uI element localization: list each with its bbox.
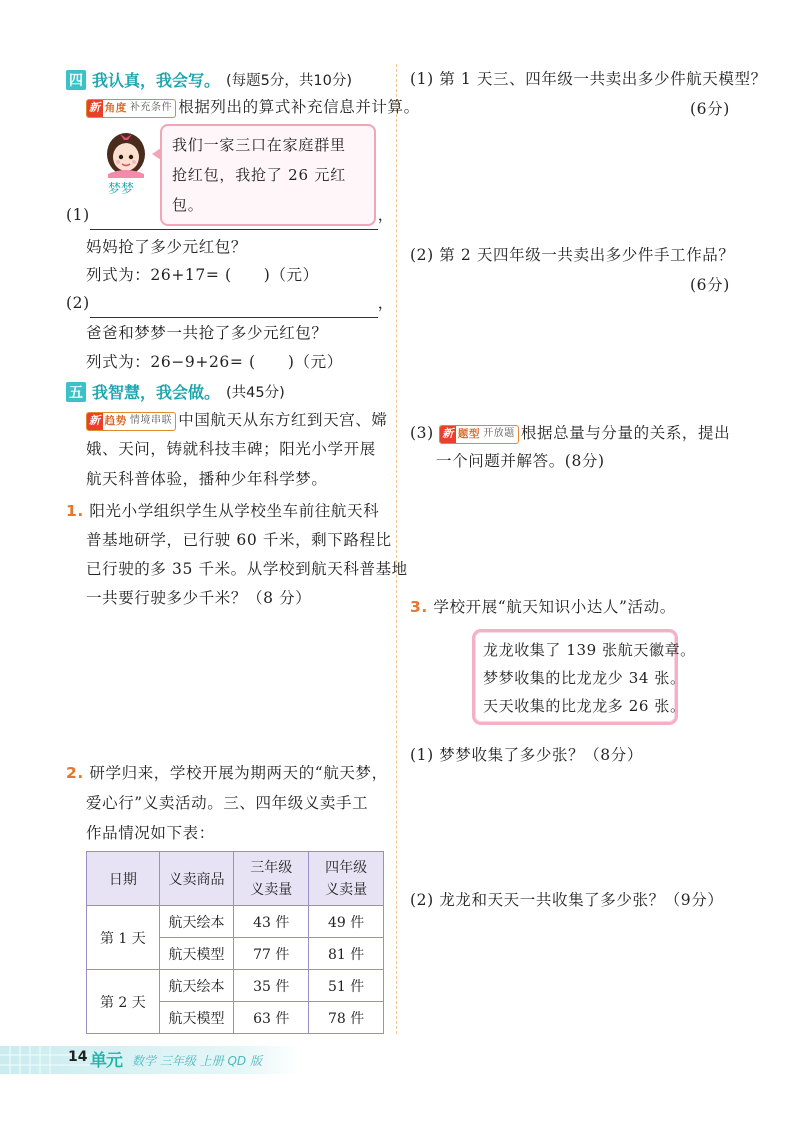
section-4-q2-formula: 列式为：26−9+26= ( )（元） [86, 353, 343, 371]
section-5-header [66, 380, 285, 403]
section-4-note: (每题5分，共10分) [226, 73, 353, 89]
header-item: 义卖商品 [159, 852, 234, 906]
tag-new-angle: 新 角度 补充条件 [86, 99, 176, 118]
card-line-1: 龙龙收集了 139 张航天徽章。 [483, 641, 696, 659]
card-line-3: 天天收集的比龙龙多 26 张。 [483, 697, 686, 715]
collection-info-card [472, 629, 696, 725]
right-q1-text: (1) 第 1 天三、四年级一共卖出多少件航天模型？ [410, 70, 767, 88]
section-4-header [66, 68, 352, 91]
header-date: 日期 [87, 852, 160, 906]
problem-3-q1: (1) 梦梦收集了多少张？（8分） [410, 746, 643, 764]
problem-3-number: 3. [410, 598, 428, 616]
card-line-2: 梦梦收集的比龙龙少 34 张。 [483, 669, 686, 687]
right-q2-score: (6分) [690, 276, 730, 294]
section-4-q1-blank-line: (1) ， [66, 200, 394, 230]
character-avatar [98, 128, 154, 178]
problem-2-line-1: 2. 研学归来，学校开展为期两天的“航天梦， [66, 764, 388, 782]
problem-2-line-3: 作品情况如下表： [86, 824, 215, 842]
character-name: 梦梦 [108, 182, 135, 197]
table-row: 第 1 天 航天绘本 43 件 49 件 [87, 906, 384, 938]
section-5-intro-line-1: 新 趋势 情境串联 中国航天从东方红到天宫、嫦 [86, 405, 388, 435]
section-4-q2-question: 爸爸和梦梦一共抢了多少元红包？ [86, 324, 328, 342]
section-4-q2-blank-line: (2) ， [66, 288, 394, 318]
right-q3-line-2: 一个问题并解答。(8分) [436, 452, 605, 470]
problem-1-number: 1. [66, 502, 84, 520]
answer-blank-line[interactable] [90, 211, 378, 230]
bubble-line-1: 我们一家三口在家庭群里 [172, 136, 346, 154]
right-q1-score: (6分) [690, 100, 730, 118]
column-divider [396, 64, 397, 1034]
header-grade4: 四年级 义卖量 [309, 852, 384, 906]
problem-2-line-2: 爱心行”义卖活动。三、四年级义卖手工 [86, 794, 369, 812]
table-row: 第 2 天 航天绘本 35 件 51 件 [87, 970, 384, 1002]
problem-1-line-1: 1. 阳光小学组织学生从学校坐车前往航天科 [66, 502, 380, 520]
problem-1-line-3: 已行驶的多 35 千米。从学校到航天科普基地 [86, 560, 408, 578]
section-4-q1-formula: 列式为：26+17= ( )（元） [86, 266, 319, 284]
table-row: 航天模型 77 件 81 件 [87, 938, 384, 970]
sales-table [86, 851, 384, 1034]
section-5-note: (共45分) [226, 385, 285, 401]
header-grade3: 三年级 义卖量 [234, 852, 309, 906]
section-5-number: 五 [66, 382, 86, 402]
brand-logo: 单元 [90, 1051, 122, 1071]
section-4-number: 四 [66, 70, 86, 90]
footer-book-info: 数学 三年级 上册 QD 版 [132, 1054, 262, 1068]
section-4-title: 我认真，我会写。 [92, 71, 221, 90]
section-5-title: 我智慧，我会做。 [92, 383, 221, 402]
problem-2-number: 2. [66, 764, 84, 782]
right-q3-line-1: (3) 新 题型 开放题 根据总量与分量的关系，提出 [410, 424, 731, 442]
bubble-line-2: 抢红包，我抢了 26 元红包。 [172, 166, 347, 214]
section-5-intro-line-2: 娥、天问，铸就科技丰碑；阳光小学开展 [86, 440, 376, 458]
table-row: 航天模型 63 件 78 件 [87, 1002, 384, 1034]
problem-1-line-4: 一共要行驶多少千米？（8 分） [86, 589, 312, 607]
problem-3-q2: (2) 龙龙和天天一共收集了多少张？（9分） [410, 891, 724, 909]
problem-3-line: 3. 学校开展“航天知识小达人”活动。 [410, 598, 676, 616]
tag-new-trend: 新 趋势 情境串联 [86, 412, 176, 431]
answer-blank-line[interactable] [90, 299, 378, 318]
tag-new-open-question: 新 题型 开放题 [439, 425, 519, 444]
section-5-intro-line-3: 航天科普体验，播种少年科学梦。 [86, 470, 328, 488]
problem-1-line-2: 普基地研学，已行驶 60 千米，剩下路程比 [86, 531, 392, 549]
page-number: 14 [68, 1049, 88, 1065]
girl-avatar-icon [98, 128, 154, 178]
right-q2-text: (2) 第 2 天四年级一共卖出多少件手工作品？ [410, 246, 735, 264]
section-4-instruction: 新 角度 补充条件 根据列出的算式补充信息并计算。 [86, 92, 420, 122]
section-4-q1-question: 妈妈抢了多少元红包？ [86, 238, 248, 256]
day-2-cell: 第 2 天 [87, 970, 160, 1034]
day-1-cell: 第 1 天 [87, 906, 160, 970]
